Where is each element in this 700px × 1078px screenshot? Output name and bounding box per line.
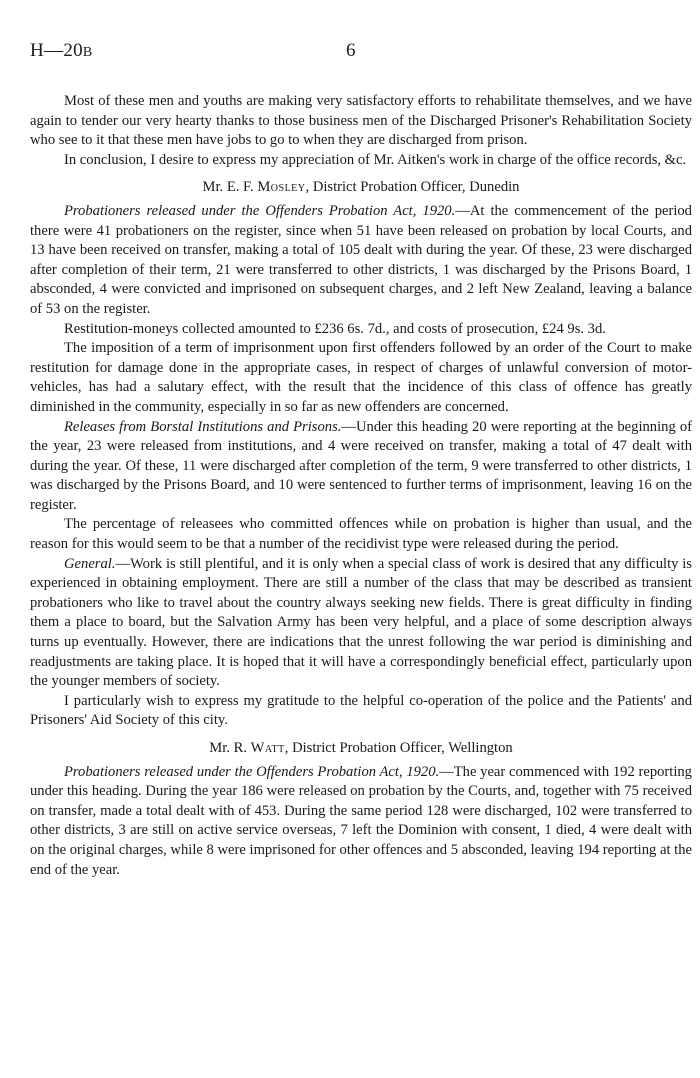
paragraph-probationers-dunedin [30,202,692,320]
paragraph-gratitude: I particularly wish to express my gratitude to the helpful co-operation of the police and the Patients' and Prisoners' Aid Society of this city. [30,692,692,729]
reference-sub: B [82,45,93,60]
paragraph-general [30,555,692,692]
page-number: 6 [346,40,356,61]
section-heading-dunedin [30,178,692,198]
paragraph-lead-italic: General. [64,555,116,572]
reference-main: H—20 [30,40,83,61]
officer-name: Mosley [257,179,306,196]
section-heading-wellington [30,739,692,759]
paragraph-text: —The year commenced with 192 reporting under this heading. During the year 186 were released on probation by the Courts, and, together with 75 received on transfer, made a total dealt with of 453. During the same period 128 were discharged, 102 were transferred to other districts, 3 are still on active service overseas, 7 left the Dominion with consent, 1 died, 4 were dealt with on the original charges, while 8 were imprisoned for other offences and 5 absconded, leaving 194 reporting at the end of the year. [30,763,692,878]
paragraph-restitution: Restitution-moneys collected amounted to £236 6s. 7d., and costs of prosecution, £24 9s. 3d. [64,320,606,337]
paragraph-imposition: The imposition of a term of imprisonment upon first offenders followed by an order of the Court to make restitution for damage done in the appropriate cases, in respect of charges of unlawful conversion of motor-vehicles, has had a salutary effect, with the result that the incidence of this class of offence has greatly diminished in the community, especially in so far as new offenders are concerned. [30,340,692,415]
paragraph-text: —Work is still plentiful, and it is only when a special class of work is desired that any difficulty is experienced in obtaining employment. There are still a number of the class that may be described as transient probationers who like to travel about the country always seeking new fields. There is great difficulty in finding them a place to board, but the Salvation Army has been very helpful, and a place of some description always turns up eventually. However, there are indications that the unrest following the war period is diminishing and readjustments are taking place. It is hoped that it will have a correspondingly beneficial effect, particularly upon the younger members of society. [30,555,692,690]
heading-suffix: , District Probation Officer, Dunedin [305,179,520,196]
paragraph-releases [30,418,692,516]
paragraph-rehabilitation: Most of these men and youths are making very satisfactory efforts to rehabilitate themselves, and we have again to tender our very hearty thanks to those business men of the Discharged Prisoner's Rehabilitation Society who see to it that these men have jobs to go to when they are discharged from prison. [30,93,692,149]
document-reference [30,40,93,62]
document-page [30,40,692,880]
paragraph-probationers-wellington [30,763,692,881]
document-body [30,92,692,880]
paragraph-lead-italic: Releases from Borstal Institutions and Prisons. [64,418,342,435]
heading-prefix: Mr. E. F. [202,179,258,196]
paragraph-lead-italic: Probationers released under the Offenders Probation Act, 1920. [64,202,456,219]
paragraph-lead-italic: Probationers released under the Offenders Probation Act, 1920. [64,763,440,780]
heading-suffix: , District Probation Officer, Wellington [284,740,513,756]
heading-prefix: Mr. R. [209,740,251,756]
paragraph-conclusion: In conclusion, I desire to express my appreciation of Mr. Aitken's work in charge of the office records, &c. [64,151,687,168]
officer-name: Watt [250,740,285,756]
paragraph-text: —Under this heading 20 were reporting at the beginning of the year, 23 were released from institutions, and 4 were received on transfer, making a total of 47 dealt with during the year. Of these, 11 were discharged after completion of the term, 9 were transferred to other districts, 1 was discharged by the Prisons Board, and 10 were sentenced to further terms of imprisonment, leaving 16 on the register. [30,418,693,513]
paragraph-percentage: The percentage of releasees who committed offences while on probation is higher than usual, and the reason for this would seem to be that a number of the recidivist type were released during the period. [30,516,692,553]
page-header [30,40,692,70]
paragraph-text: —At the commencement of the period there were 41 probationers on the register, since when 51 have been released on probation by local Courts, and 13 have been received on transfer, making a total of 105 dealt with during the year. Of these, 23 were discharged after completion of their term, 21 were transferred to other districts, 1 was discharged by the Prisons Board, 1 absconded, 4 were convicted and imprisoned on subsequent charges, and 2 left New Zealand, leaving a balance of 53 on the register. [30,202,692,317]
